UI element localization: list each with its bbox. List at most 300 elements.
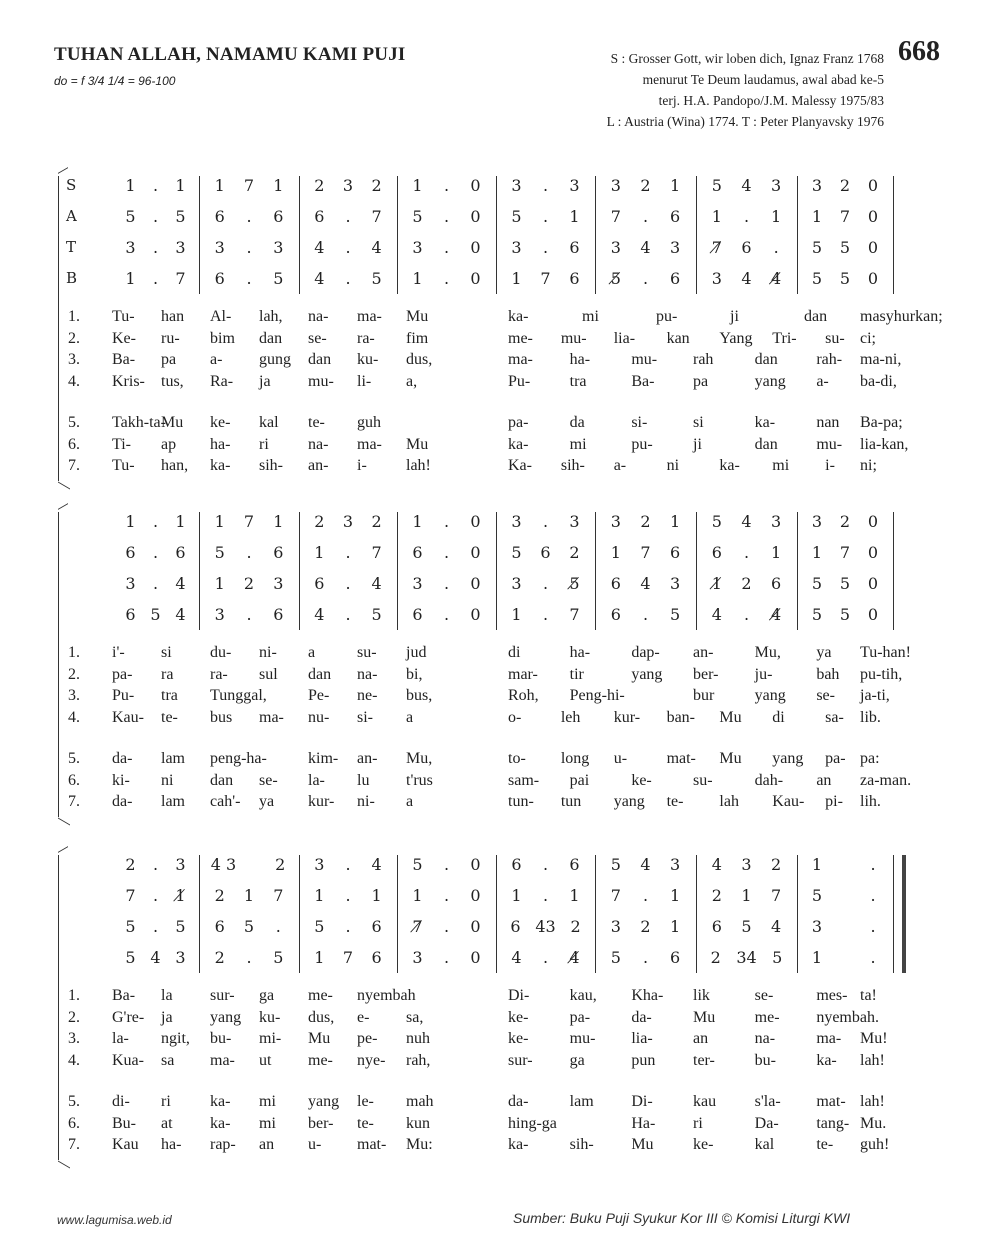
note: 5 xyxy=(811,238,823,257)
syllable: ha- xyxy=(569,644,591,661)
note: 0 xyxy=(470,512,481,531)
syllable: mes- xyxy=(816,987,848,1004)
voice-row xyxy=(0,574,992,598)
note: 6 xyxy=(371,917,382,936)
note: 0 xyxy=(470,948,481,967)
measure xyxy=(702,855,791,874)
syllable: rah- xyxy=(816,351,843,368)
measure xyxy=(118,207,193,226)
syllable: a xyxy=(406,708,414,726)
syllable: t'rus xyxy=(406,771,433,789)
syllable: Kau xyxy=(112,1136,139,1153)
note: 1 xyxy=(771,207,782,226)
syllable: ka- xyxy=(816,1051,837,1069)
note: . xyxy=(443,269,450,288)
note: . xyxy=(542,207,549,226)
syllable: pa xyxy=(693,372,709,390)
syllable: Mu: xyxy=(406,1136,433,1153)
measure xyxy=(403,855,490,874)
note: 2 xyxy=(275,855,286,874)
syllable: an xyxy=(693,1030,709,1047)
measure xyxy=(118,886,193,905)
note: 7 xyxy=(371,543,382,562)
syllable: Mu xyxy=(693,1008,716,1026)
note: 6 xyxy=(273,605,284,624)
syllable: me- xyxy=(308,1051,333,1069)
verse-number: 5. xyxy=(68,750,80,767)
syllable: to- xyxy=(508,750,526,767)
note: 3 xyxy=(771,512,782,531)
syllable: mu- xyxy=(631,351,658,368)
note: 3 xyxy=(125,574,136,593)
note: 6 xyxy=(125,605,136,624)
note: 5 xyxy=(371,605,382,624)
measure xyxy=(601,917,690,936)
note: . xyxy=(345,269,351,288)
measure xyxy=(502,605,589,624)
note: 6 xyxy=(314,574,325,593)
verse-line xyxy=(0,1136,992,1156)
measure xyxy=(502,238,589,257)
syllable: dan xyxy=(754,351,778,368)
note: 4 xyxy=(371,238,382,257)
note: 3 xyxy=(771,176,782,195)
note: 0 xyxy=(867,512,879,531)
syllable: yang xyxy=(613,793,645,810)
note: . xyxy=(443,207,450,226)
note: 6 xyxy=(569,855,580,874)
measure xyxy=(118,948,193,967)
syllable: Kau- xyxy=(112,708,144,726)
note: 3 xyxy=(412,948,423,967)
verse-line xyxy=(0,308,992,328)
verse-number: 6. xyxy=(68,771,80,789)
measure xyxy=(403,605,490,624)
syllable: u- xyxy=(308,1136,322,1153)
syllable: mar- xyxy=(508,665,538,683)
syllable: sam- xyxy=(508,771,540,789)
syllable: rap- xyxy=(210,1136,236,1153)
syllable: Mu xyxy=(631,1136,654,1153)
credit-line: menurut Te Deum laudamus, awal abad ke-5 xyxy=(642,72,884,87)
measure xyxy=(403,917,490,936)
verse-line xyxy=(0,414,992,434)
syllable: a, xyxy=(406,372,418,390)
syllable: si- xyxy=(631,414,648,431)
measure xyxy=(502,543,589,562)
note: 3 xyxy=(670,238,681,257)
note: 5 xyxy=(811,605,823,624)
note: . xyxy=(246,238,252,257)
syllable: su- xyxy=(825,329,845,347)
voice-row xyxy=(0,605,992,629)
note: 6 xyxy=(771,574,782,593)
note: 0 xyxy=(470,176,481,195)
note: 1 xyxy=(811,855,823,874)
credit-line: terj. H.A. Pandopo/J.M. Malessy 1975/83 xyxy=(658,93,884,108)
syllable: yang xyxy=(210,1008,242,1026)
note: 4 xyxy=(314,269,325,288)
note: 1 xyxy=(125,269,136,288)
syllable: ta! xyxy=(860,987,877,1004)
measure xyxy=(305,948,391,967)
verse-line xyxy=(0,750,992,770)
note xyxy=(838,948,852,967)
measure xyxy=(118,855,193,874)
note: 6 xyxy=(412,543,423,562)
syllable: Mu. xyxy=(860,1114,887,1132)
measure xyxy=(305,886,391,905)
note: 4 xyxy=(741,512,752,531)
measure xyxy=(403,543,490,562)
measure xyxy=(305,543,391,562)
syllable: lam xyxy=(569,1093,594,1110)
verse-line xyxy=(0,687,992,707)
measure xyxy=(502,512,589,531)
note: 0 xyxy=(867,176,879,195)
syllable: ap xyxy=(161,435,177,453)
measure xyxy=(702,886,791,905)
syllable: la xyxy=(161,987,173,1004)
syllable: te- xyxy=(308,414,325,431)
syllable: guh! xyxy=(860,1136,890,1153)
note: . xyxy=(345,574,351,593)
note: 1 xyxy=(569,207,580,226)
note: 5 xyxy=(839,269,851,288)
verse-number: 3. xyxy=(68,1030,80,1047)
note: 3 xyxy=(569,512,580,531)
note: 1 xyxy=(125,176,136,195)
syllable: cah'- xyxy=(210,793,241,810)
note: 7 xyxy=(175,269,186,288)
note: 5 xyxy=(412,855,423,874)
syllable: ber- xyxy=(308,1114,334,1132)
syllable: da- xyxy=(112,793,133,810)
verse-number: 5. xyxy=(68,1093,80,1110)
syllable: ni- xyxy=(259,644,277,661)
syllable: pa- xyxy=(508,414,529,431)
note: 2 xyxy=(839,176,851,195)
syllable: si- xyxy=(357,708,373,726)
measure xyxy=(305,207,391,226)
syllable: Ra- xyxy=(210,372,234,390)
syllable: mi xyxy=(582,308,599,325)
note: 6 xyxy=(510,917,521,936)
note: 6 xyxy=(711,917,722,936)
syllable: ci; xyxy=(860,329,876,347)
syllable: sur- xyxy=(508,1051,533,1069)
syllable: yang xyxy=(754,687,786,704)
note: 0 xyxy=(470,543,481,562)
syllable: Ha- xyxy=(631,1114,656,1132)
verse-line xyxy=(0,1052,992,1072)
syllable: mi xyxy=(259,1114,276,1132)
measure xyxy=(803,917,887,936)
note: . xyxy=(443,605,450,624)
measure xyxy=(702,269,791,288)
hymn-number: 668 xyxy=(898,36,940,67)
note: 2 xyxy=(741,574,752,593)
syllable: tra xyxy=(569,372,587,390)
syllable: ma- xyxy=(259,708,284,726)
note: . xyxy=(642,886,649,905)
measure xyxy=(601,855,690,874)
note: 0 xyxy=(470,886,481,905)
note: . xyxy=(443,238,450,257)
syllable: tang- xyxy=(816,1114,850,1132)
note: 0 xyxy=(470,917,481,936)
syllable: na- xyxy=(308,435,329,453)
note: 5 xyxy=(175,207,186,226)
note: . xyxy=(345,917,351,936)
measure xyxy=(205,176,293,195)
syllable: bim xyxy=(210,329,235,347)
note: 4̸ xyxy=(771,269,782,288)
measure xyxy=(502,917,589,936)
syllable: ni; xyxy=(860,457,877,474)
syllable: lah, xyxy=(259,308,283,325)
syllable: lah! xyxy=(860,1093,885,1110)
verse-number: 1. xyxy=(68,644,80,661)
verse-number: 7. xyxy=(68,457,80,474)
measure xyxy=(502,948,589,967)
syllable: Al- xyxy=(210,308,232,325)
measure xyxy=(305,512,391,531)
note: 5 xyxy=(371,269,382,288)
note: . xyxy=(443,176,450,195)
syllable: si xyxy=(693,414,704,431)
measure xyxy=(702,543,791,562)
syllable: Pe- xyxy=(308,687,330,704)
note: . xyxy=(152,886,159,905)
measure xyxy=(205,543,293,562)
note: 3 xyxy=(342,512,354,531)
syllable: a- xyxy=(613,457,627,474)
verse-number: 2. xyxy=(68,1008,80,1026)
measure xyxy=(118,605,193,624)
note: 3 xyxy=(214,238,225,257)
note: 1 xyxy=(511,605,522,624)
verse-number: 6. xyxy=(68,435,80,453)
syllable: mi xyxy=(259,1093,276,1110)
note: . xyxy=(642,605,649,624)
syllable: an xyxy=(259,1136,275,1153)
voice-row xyxy=(0,238,992,262)
syllable: a xyxy=(308,644,316,661)
syllable: ber- xyxy=(693,665,719,683)
measure xyxy=(803,574,887,593)
syllable: Mu xyxy=(406,308,429,325)
syllable: ke- xyxy=(631,771,652,789)
measure xyxy=(305,269,391,288)
note: 5 xyxy=(670,605,681,624)
measure xyxy=(403,176,490,195)
syllable: Mu, xyxy=(754,644,781,661)
note: 6 xyxy=(214,207,225,226)
measure xyxy=(803,207,887,226)
measure xyxy=(803,886,887,905)
syllable: i'- xyxy=(112,644,125,661)
note: 2 xyxy=(839,512,851,531)
note: 1 xyxy=(314,543,325,562)
note: 4 xyxy=(741,269,752,288)
note: 7 xyxy=(273,886,284,905)
note: . xyxy=(275,917,281,936)
syllable: Tu- xyxy=(112,457,135,474)
note: . xyxy=(246,948,252,967)
syllable: ri xyxy=(259,435,269,453)
verse-number: 6. xyxy=(68,1114,80,1132)
note: 1 xyxy=(670,886,681,905)
note: 2 xyxy=(640,512,651,531)
syllable: sih- xyxy=(569,1136,594,1153)
measure xyxy=(601,605,690,624)
syllable: na- xyxy=(754,1030,776,1047)
note: . xyxy=(870,917,876,936)
syllable: lu xyxy=(357,771,370,789)
credit-line: L : Austria (Wina) 1774. T : Peter Planyavsky 1976 xyxy=(606,114,884,129)
note: 7 xyxy=(243,176,255,195)
measure xyxy=(305,176,391,195)
syllable: ja-ti, xyxy=(860,687,890,704)
note: 5 xyxy=(511,543,522,562)
syllable: si xyxy=(161,644,172,661)
syllable: mat- xyxy=(816,1093,846,1110)
syllable: ba-di, xyxy=(860,372,897,390)
note: 3 xyxy=(314,855,325,874)
syllable: di- xyxy=(112,1093,130,1110)
measure xyxy=(205,948,293,967)
syllable: tus, xyxy=(161,372,184,390)
note: 4 xyxy=(175,605,186,624)
syllable: ra- xyxy=(357,329,375,347)
note: 5 xyxy=(610,948,621,967)
syllable: ha- xyxy=(569,351,591,368)
voice-label: S xyxy=(66,176,77,194)
note: 3 xyxy=(610,917,621,936)
verse-line xyxy=(0,1093,992,1113)
measure xyxy=(502,207,589,226)
syllable: da xyxy=(569,414,585,431)
note: 7 xyxy=(839,543,851,562)
note: 3 xyxy=(511,176,522,195)
syllable: te- xyxy=(161,708,178,726)
note: . xyxy=(152,269,159,288)
note: 1 xyxy=(214,512,225,531)
note: . xyxy=(345,886,351,905)
note: 7 xyxy=(610,886,621,905)
syllable: mu- xyxy=(560,329,587,347)
voice-row xyxy=(0,948,992,972)
syllable: G're- xyxy=(112,1008,145,1026)
note: 6 xyxy=(540,543,551,562)
note: 3 xyxy=(273,238,284,257)
measure xyxy=(803,176,887,195)
syllable: mu- xyxy=(308,372,334,390)
note: . xyxy=(642,948,649,967)
note: 5 xyxy=(273,269,284,288)
note: . xyxy=(642,207,649,226)
note: . xyxy=(152,207,159,226)
syllable: Tunggal, xyxy=(210,687,267,704)
measure xyxy=(502,176,589,195)
note: 2 xyxy=(711,886,722,905)
syllable: lah xyxy=(719,793,739,810)
syllable: a- xyxy=(816,372,829,390)
note: 0 xyxy=(470,238,481,257)
syllable: lia-kan, xyxy=(860,435,909,453)
note: 3 xyxy=(610,176,621,195)
note: 7 xyxy=(125,886,136,905)
syllable: nyembah xyxy=(357,987,416,1004)
hymn-title: TUHAN ALLAH, NAMAMU KAMI PUJI xyxy=(54,44,406,65)
verse-number: 2. xyxy=(68,329,80,347)
syllable: Ba- xyxy=(112,987,136,1004)
syllable: la- xyxy=(308,771,325,789)
website-link[interactable]: www.lagumisa.web.id xyxy=(57,1213,172,1227)
note: . xyxy=(152,543,159,562)
syllable: ka- xyxy=(719,457,740,474)
syllable: ka- xyxy=(508,308,529,325)
note: . xyxy=(152,512,159,531)
note: 3 xyxy=(175,855,186,874)
syllable: ma- xyxy=(357,435,382,453)
syllable: Mu xyxy=(161,414,184,431)
note: 5̸ xyxy=(569,574,580,593)
syllable: peng-ha- xyxy=(210,750,267,767)
syllable: ka- xyxy=(210,1114,231,1132)
syllable: Ba- xyxy=(112,351,136,368)
note: 2 xyxy=(710,948,721,967)
syllable: ri xyxy=(161,1093,171,1110)
syllable: li- xyxy=(357,372,372,390)
note: 1 xyxy=(371,886,382,905)
syllable: lia- xyxy=(613,329,636,347)
measure xyxy=(502,574,589,593)
note: . xyxy=(542,855,549,874)
syllable: Kris- xyxy=(112,372,145,390)
syllable: Mu, xyxy=(406,750,433,767)
note: . xyxy=(152,917,159,936)
syllable: han xyxy=(161,308,185,325)
note: 6 xyxy=(314,207,325,226)
syllable: kau, xyxy=(569,987,597,1004)
tempo-marking: do = f 3/4 1/4 = 96-100 xyxy=(54,74,176,88)
syllable: ngit, xyxy=(161,1030,190,1047)
syllable: mi xyxy=(772,457,790,474)
measure xyxy=(702,948,791,967)
measure xyxy=(305,855,391,874)
syllable: sa- xyxy=(825,708,844,726)
syllable: kur- xyxy=(308,793,335,810)
syllable: ka- xyxy=(210,457,231,474)
note: 1 xyxy=(511,269,522,288)
measure xyxy=(601,207,690,226)
note: . xyxy=(345,605,351,624)
syllable: sih- xyxy=(560,457,585,474)
measure xyxy=(803,605,887,624)
syllable: na- xyxy=(357,665,378,683)
measure xyxy=(118,512,193,531)
note: . xyxy=(642,269,649,288)
syllable: za-man. xyxy=(860,771,912,789)
source-credit: Sumber: Buku Puji Syukur Kor III © Komisi Liturgi KWI xyxy=(513,1210,851,1226)
note: . xyxy=(443,574,450,593)
syllable: se- xyxy=(259,771,278,789)
syllable: kun xyxy=(406,1114,430,1132)
syllable: te- xyxy=(666,793,684,810)
note: 5 xyxy=(273,948,284,967)
